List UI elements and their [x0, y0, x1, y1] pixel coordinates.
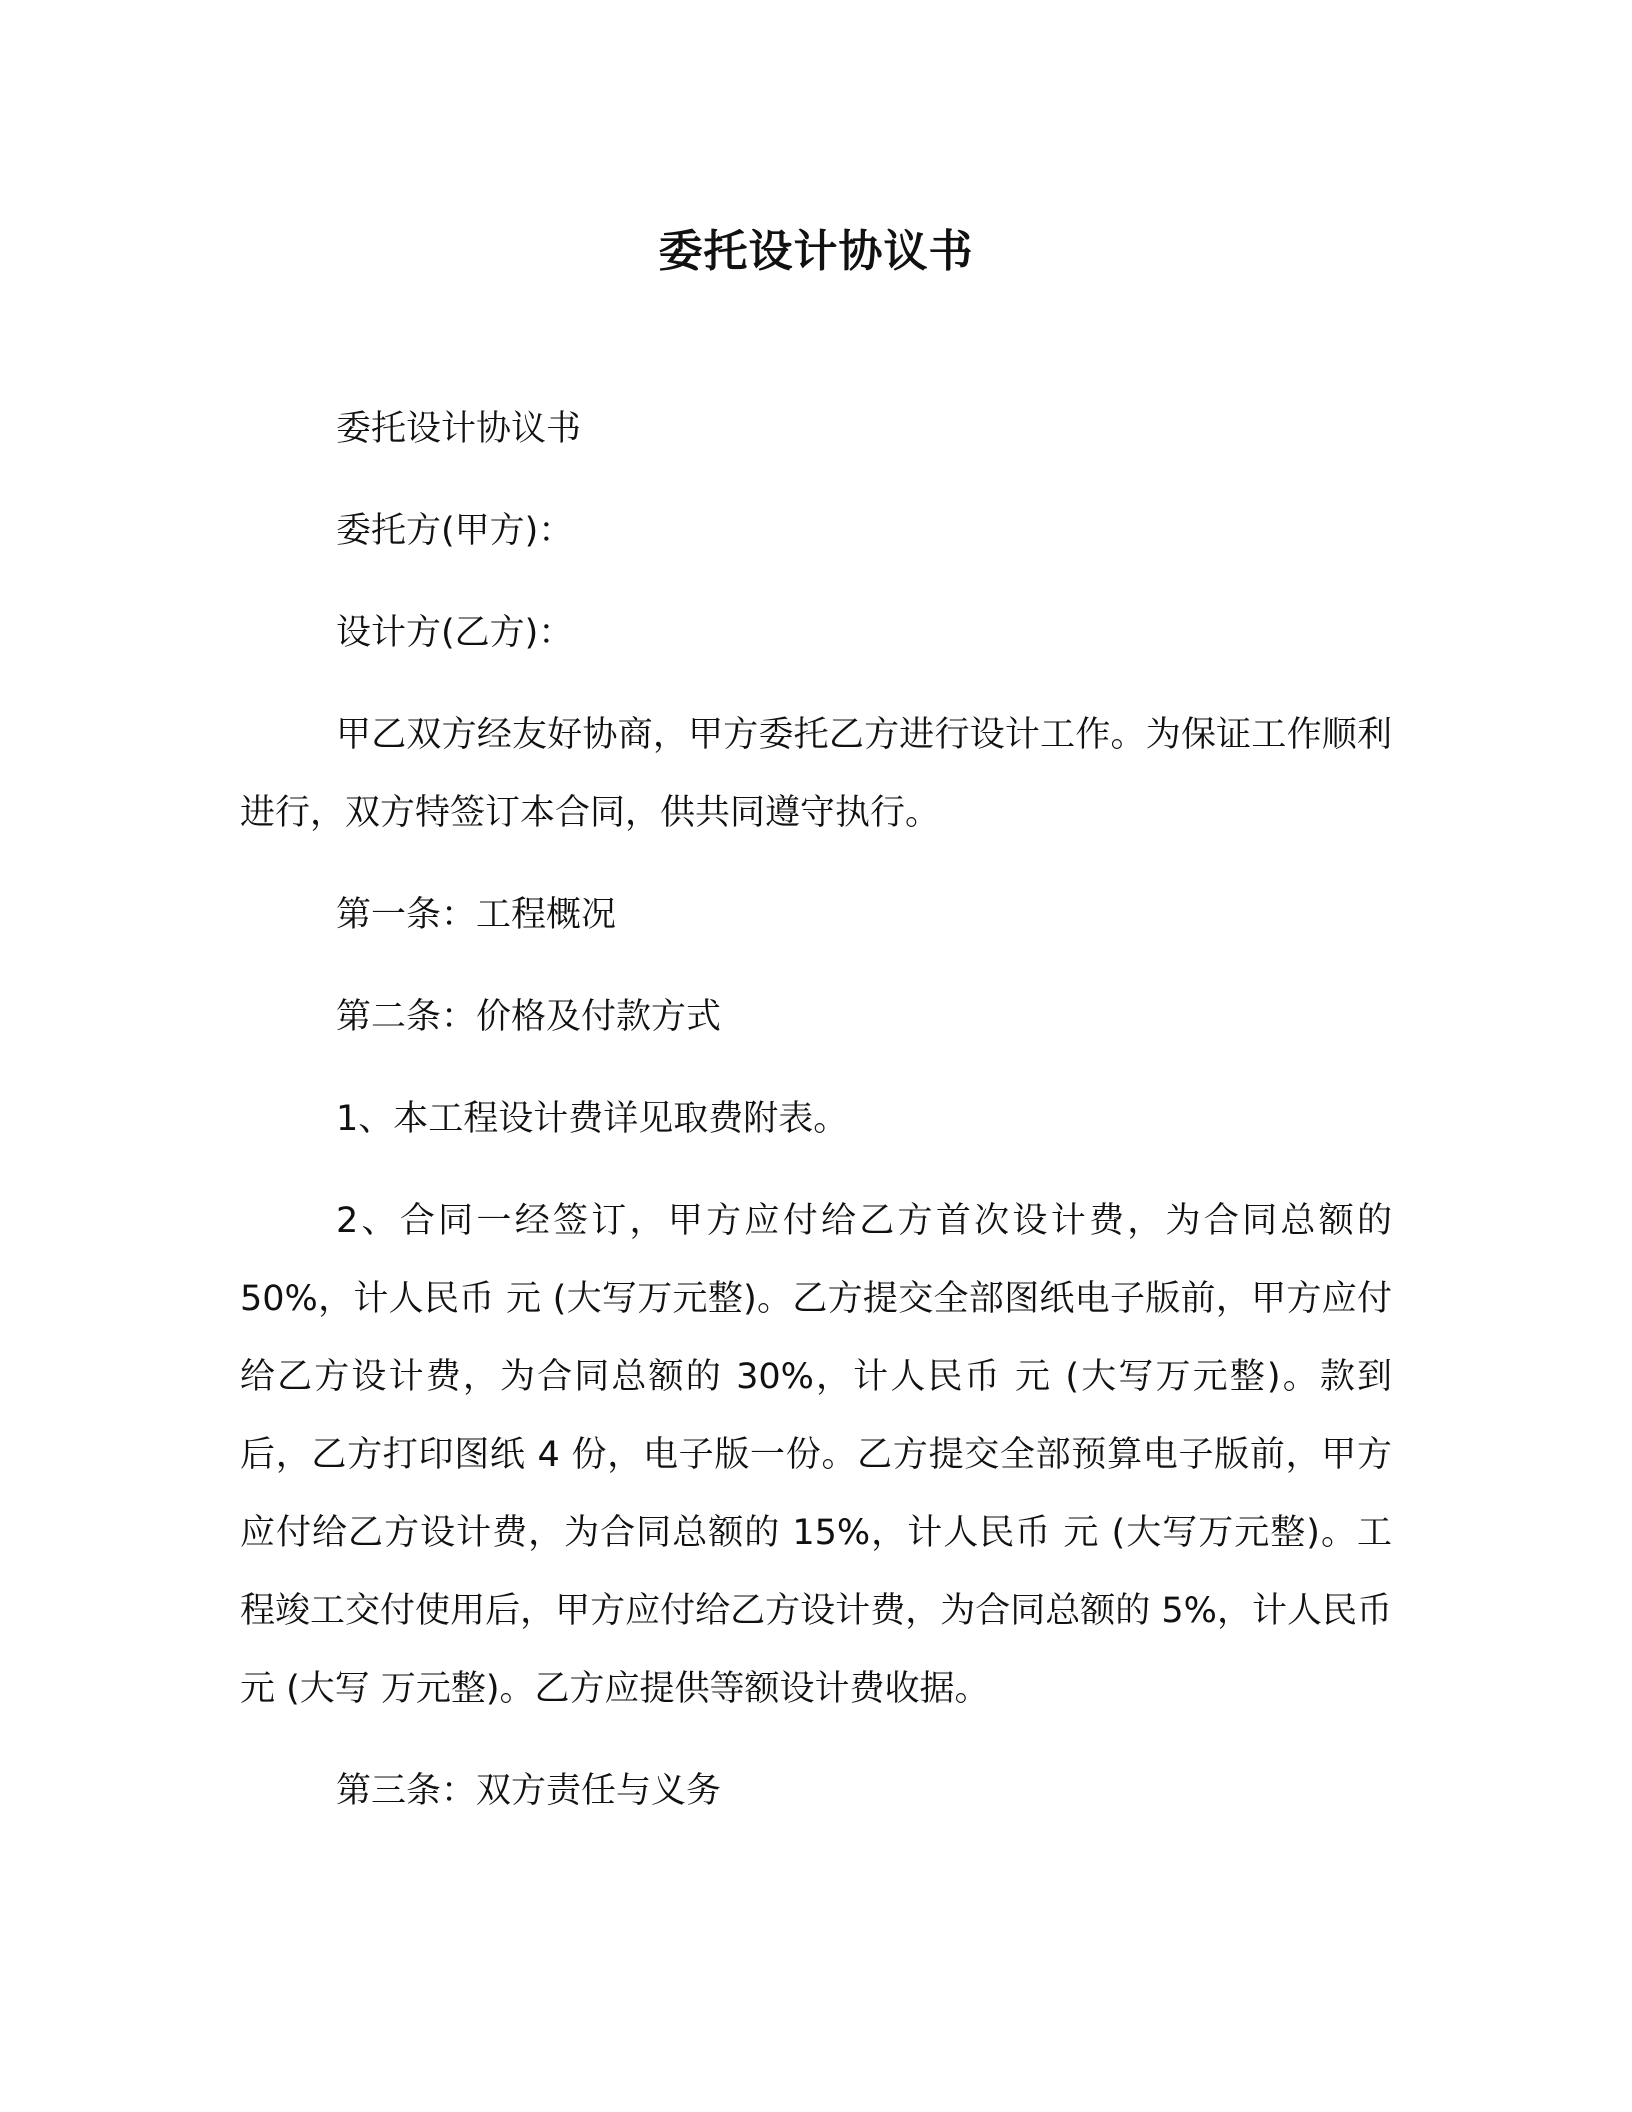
paragraph-clause-2: 2、合同一经签订，甲方应付给乙方首次设计费，为合同总额的 50%，计人民币 元 (大写万元整)。乙方提交全部图纸电子版前，甲方应付给乙方设计费，为合同总额的 30%，计人民币 元 (大写万元整)。款到后，乙方打印图纸 4 份，电子版一份。乙方提交全部预算电子版前，甲方应付给乙方设计费，为合同总额的 15%，计人民币 元 (大写万元整)。工程竣工交付使用后，甲方应付给乙方设计费，为合同总额的 5%，计人民币 元 (大写 万元整)。乙方应提供等额设计费收据。	[240, 1201, 1392, 1709]
document-body	[240, 390, 1392, 1854]
heading-article-3: 第三条：双方责任与义务	[336, 1771, 722, 1811]
paragraph-preamble: 甲乙双方经友好协商，甲方委托乙方进行设计工作。为保证工作顺利进行，双方特签订本合同，供共同遵守执行。	[240, 715, 1392, 833]
paragraph-clause-1: 1、本工程设计费详见取费附表。	[336, 1099, 849, 1139]
document-title: 委托设计协议书	[658, 226, 974, 277]
paragraph-subtitle: 委托设计协议书	[336, 409, 582, 449]
paragraph-party-a: 委托方(甲方)：	[336, 511, 574, 551]
paragraph-party-b: 设计方(乙方)：	[336, 613, 574, 653]
heading-article-2: 第二条：价格及付款方式	[336, 997, 722, 1037]
heading-article-1: 第一条：工程概况	[336, 895, 617, 935]
